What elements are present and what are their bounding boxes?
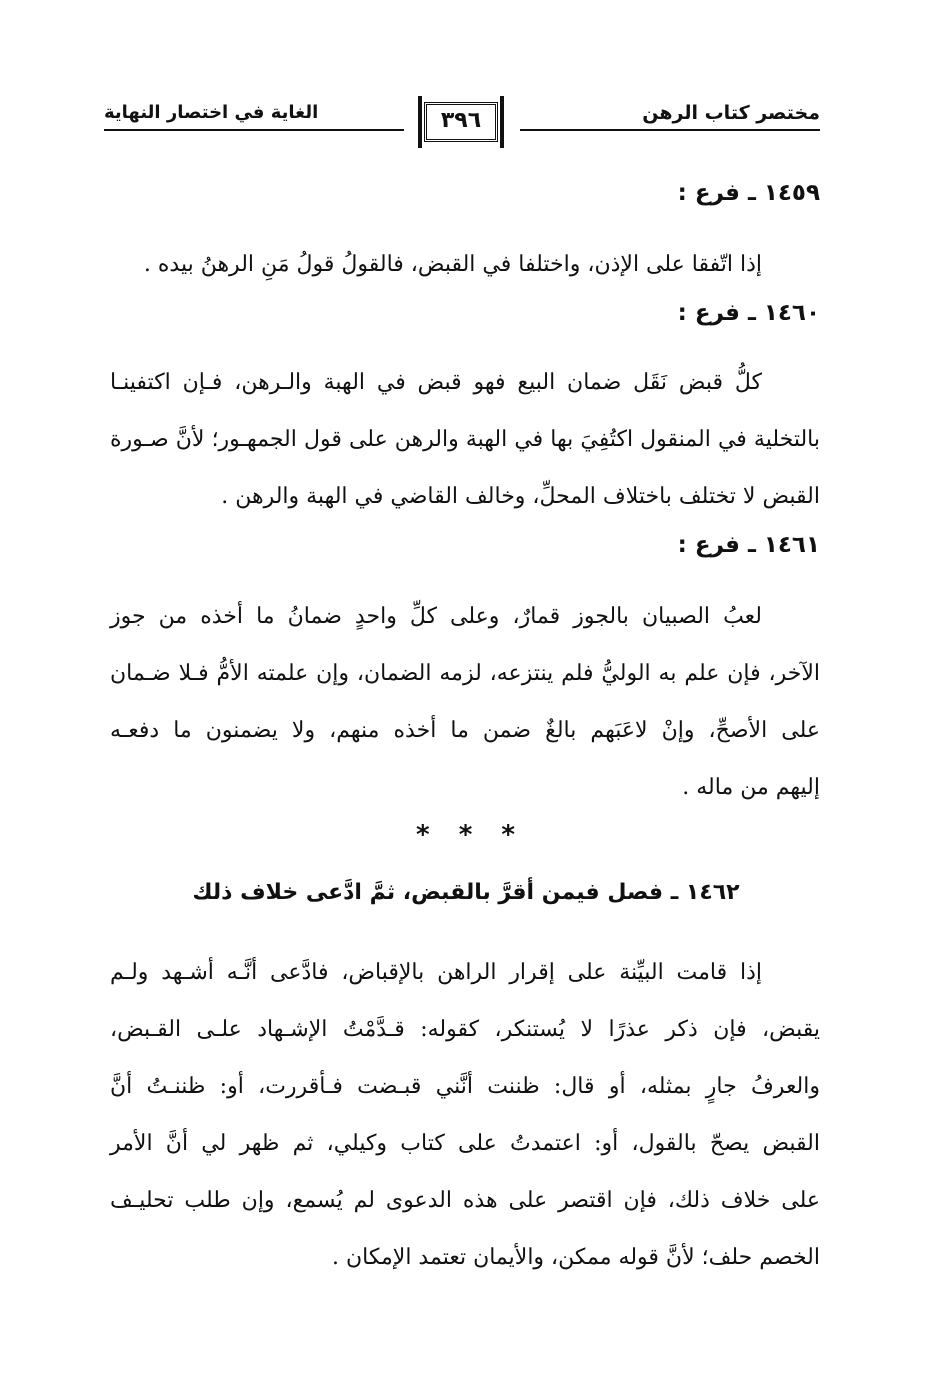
section-separator: * * * (416, 820, 525, 850)
text-line: القبض يصحّ بالقول، أو: اعتمدتُ على كتاب وكيلي، ثم ظهر لي أنَّ الأمر (110, 1131, 820, 1156)
text-line: الخصم حلف؛ لأنَّ قوله ممكن، والأيمان تعتمد الإمكان . (332, 1245, 820, 1270)
book-running-title: الغاية في اختصار النهاية (104, 102, 319, 123)
section-heading-1459: ١٤٥٩ ـ فرع : (677, 180, 820, 206)
text-line: إليهم من ماله . (682, 775, 820, 800)
text-line: يقبض، فإن ذكر عذرًا لا يُستنكر، كقوله: قـدَّمْتُ الإشـهاد علـى القـبض، (110, 1017, 820, 1042)
section-text-1461 (110, 588, 820, 816)
section-heading-1460: ١٤٦٠ ـ فرع : (677, 300, 820, 326)
section-heading-1461: ١٤٦١ ـ فرع : (677, 532, 820, 558)
chapter-heading-1462: ١٤٦٢ ـ فصل فيمن أقرَّ بالقبض، ثمَّ ادَّعى خلاف ذلك (192, 880, 740, 905)
text-line: على خلاف ذلك، فإن اقتصر على هذه الدعوى لم يُسمع، وإن طلب تحليـف (110, 1188, 820, 1213)
running-header (104, 96, 820, 156)
text-line: بالتخلية في المنقول اكتُفِيَ بها في الهبة والرهن على قول الجمهـور؛ لأنَّ صـورة (110, 427, 820, 452)
text-line: على الأصحِّ، وإنْ لاعَبَهم بالغٌ ضمن ما أخذه منهم، ولا يضمنون ما دفعـه (110, 718, 820, 743)
text-line: كلُّ قبض نَقَل ضمان البيع فهو قبض في الهبة والـرهن، فـإن اكتفينـا (110, 370, 762, 395)
text-line: لعبُ الصبيان بالجوز قمارٌ، وعلى كلِّ واحدٍ ضمانُ ما أخذه من جوز (110, 604, 762, 629)
text-line: إذا اتّفقا على الإذن، واختلفا في القبض، فالقولُ قولُ مَنِ الرهنُ بيده . (143, 252, 762, 277)
chapter-text-1462 (110, 944, 820, 1286)
text-line: إذا قامت البيِّنة على إقرار الراهن بالإقباض، فادَّعى أنَّـه أشـهد ولـم (110, 960, 762, 985)
text-line: القبض لا تختلف باختلاف المحلِّ، وخالف القاضي في الهبة والرهن . (221, 484, 820, 509)
text-line: والعرفُ جارٍ بمثله، أو قال: ظننت أنَّني قبـضت فـأقررت، أو: ظننـتُ أنَّ (110, 1074, 820, 1099)
header-rule-right (520, 129, 820, 131)
page-number: ٣٩٦ (440, 108, 482, 133)
section-text-1460 (110, 354, 820, 525)
section-text-1459 (110, 236, 820, 293)
header-rule-left (104, 129, 404, 131)
page-number-frame (418, 96, 504, 148)
text-line: الآخر، فإن علم به الوليُّ فلم ينتزعه، لزمه الضمان، وإن علمته الأمُّ فـلا ضـمان (110, 661, 821, 686)
chapter-running-title: مختصر كتاب الرهن (642, 102, 820, 124)
